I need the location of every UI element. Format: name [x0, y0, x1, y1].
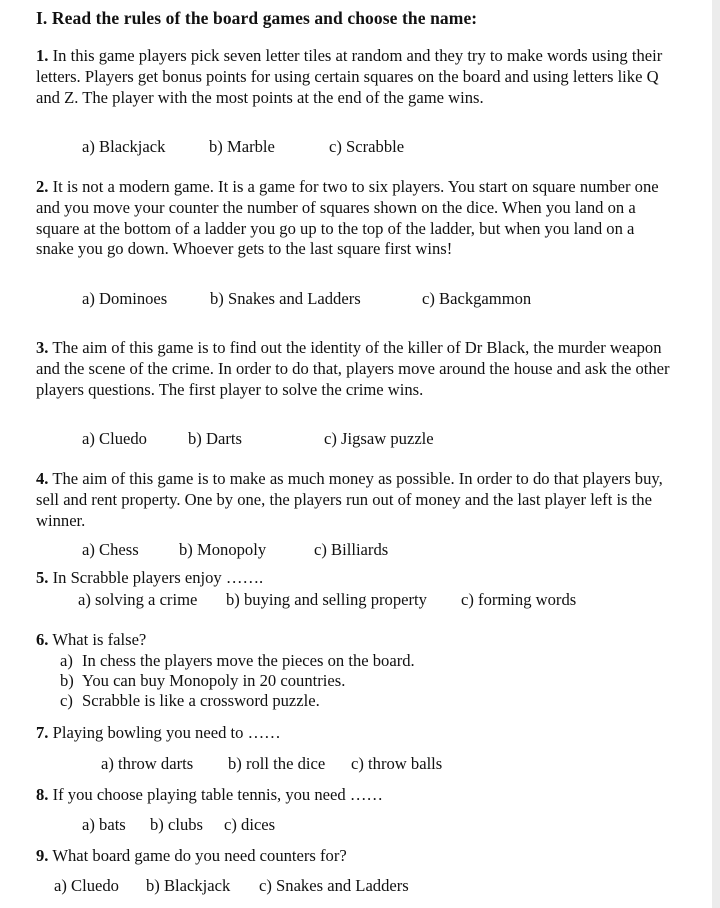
question-4 [36, 469, 676, 531]
option-c: c) forming words [461, 590, 577, 609]
question-3 [36, 338, 676, 400]
question-number: 8. [36, 785, 49, 804]
option-a: a) Blackjack [82, 137, 166, 156]
worksheet-heading: I. Read the rules of the board games and choose the name: [36, 8, 478, 28]
option-letter: c) [60, 691, 73, 710]
option-letter: a) [60, 651, 73, 670]
question-text: It is not a modern game. It is a game for two to six players. You start on square number one and you move your counter the number of squares shown on the dice. When you land on a square at the bottom of a ladder you go up to the top of the ladder, but when you land on a snake you go down. Whoever gets to the last square first wins! [36, 177, 659, 259]
option-a: a) Dominoes [82, 289, 168, 308]
question-text: Playing bowling you need to …… [52, 723, 281, 742]
option-c: c) Scrabble [329, 137, 405, 156]
question-9 [36, 846, 676, 867]
option-b: b) Darts [188, 429, 242, 448]
question-1 [36, 46, 676, 108]
question-text: The aim of this game is to find out the identity of the killer of Dr Black, the murder weapon and the scene of the crime. In order to do that, players move around the house and ask the other players questions. The first player to solve the crime wins. [36, 338, 670, 399]
option-c: c) dices [224, 815, 276, 834]
question-number: 2. [36, 177, 49, 196]
question-number: 9. [36, 846, 49, 865]
option-text: You can buy Monopoly in 20 countries. [82, 671, 346, 690]
question-number: 3. [36, 338, 49, 357]
option-c: c) Backgammon [422, 289, 532, 308]
option-c: c) throw balls [351, 754, 443, 773]
option-b: b) Monopoly [179, 540, 267, 559]
question-text: In Scrabble players enjoy ……. [52, 568, 264, 587]
option-a: a) throw darts [101, 754, 194, 773]
option-a: a) solving a crime [78, 590, 198, 609]
option-b: b) Snakes and Ladders [210, 289, 361, 308]
question-5 [36, 568, 676, 589]
question-text: What board game do you need counters for? [52, 846, 347, 865]
question-8 [36, 785, 676, 806]
question-2 [36, 177, 676, 260]
option-letter: b) [60, 671, 74, 690]
option-a-row [60, 651, 415, 671]
page-edge [712, 0, 720, 908]
option-text: Scrabble is like a crossword puzzle. [82, 691, 320, 710]
question-text: In this game players pick seven letter tiles at random and they try to make words using their letters. Players get bonus points for using certain squares on the board and using letters like Q and Z. The player with the most points at the end of the game wins. [36, 46, 663, 107]
option-a: a) Cluedo [82, 429, 147, 448]
question-6 [36, 630, 676, 651]
question-number: 5. [36, 568, 49, 587]
option-c: c) Jigsaw puzzle [324, 429, 434, 448]
option-a: a) bats [82, 815, 126, 834]
option-b: b) Marble [209, 137, 275, 156]
option-b: b) Blackjack [146, 876, 231, 895]
option-c: c) Snakes and Ladders [259, 876, 409, 895]
option-c: c) Billiards [314, 540, 389, 559]
option-b: b) clubs [150, 815, 203, 834]
option-b-row [60, 671, 345, 691]
option-c-row [60, 691, 320, 711]
question-number: 7. [36, 723, 49, 742]
option-b: b) roll the dice [228, 754, 326, 773]
question-number: 6. [36, 630, 49, 649]
option-a: a) Cluedo [54, 876, 119, 895]
question-number: 4. [36, 469, 49, 488]
question-text: The aim of this game is to make as much money as possible. In order to do that players buy, sell and rent property. One by one, the players run out of money and the last player left is the winner. [36, 469, 663, 530]
option-b: b) buying and selling property [226, 590, 427, 609]
question-number: 1. [36, 46, 49, 65]
option-text: In chess the players move the pieces on the board. [82, 651, 415, 670]
question-text: If you choose playing table tennis, you need …… [52, 785, 384, 804]
option-a: a) Chess [82, 540, 139, 559]
question-text: What is false? [52, 630, 147, 649]
question-7 [36, 723, 676, 744]
